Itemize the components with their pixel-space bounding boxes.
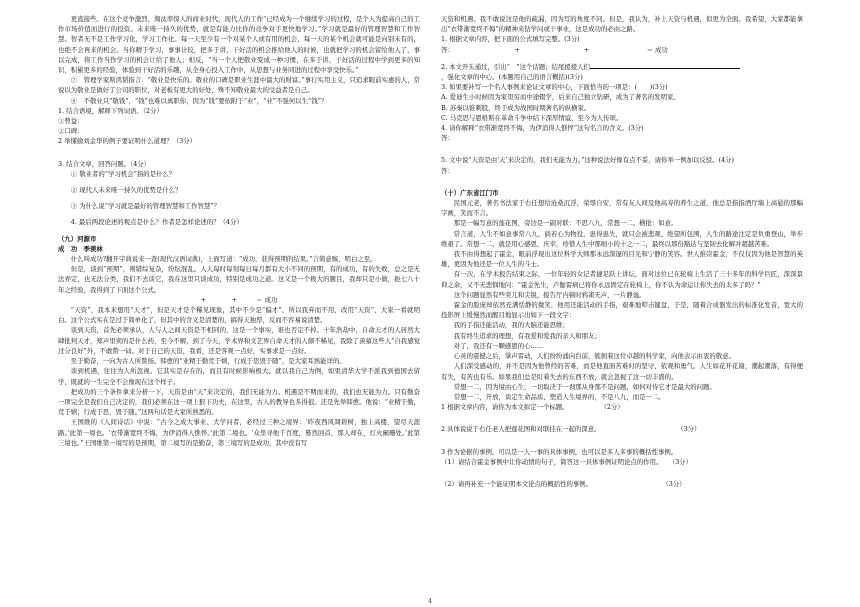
question-item: 答： + + ＝ 成功 [441, 45, 668, 54]
section-heading: （九）河源市 [58, 234, 97, 243]
paragraph: 那是一幅写意的莲花图，旁边是一副对联：不思八九，常想一二。横批：如意。 [453, 219, 678, 228]
paragraph: 谈到天资，首先必须承认，人与人之间天资是不相同的，这是一个事实，谁也否定不掉。十年浩劫中，自命天才的人居然大肆批判天才，郑声里卖的是什么药，至今不解，到了今天，学术界和文艺界自命天才的人颇不稀见，我除了羡慕这些人“自我感觉过分良好”外，不敢赞一词。对于自己的天资，我看，还是客观一点好，实事求是一点好。 [58, 326, 420, 355]
paragraph: 谈到机遇，往往为人所忽视。它其实是存在的，而且有时候影响极大。就以我自己为例，如果清华大学不派我到德国去留学，既就的一生完全不会像现在这个样子。 [58, 367, 420, 386]
question-item: 4. 请你解释“衣带渐宽终不悔，为伊消得人憔悴”这句名言的含义。(3分) [441, 124, 644, 133]
paragraph: 至于勤奋，一向为古人所赞扬。韩愈的“业精于勤荒于嬉，行成于思毁于随”，是大家耳熟能详的。 [70, 357, 346, 366]
paragraph: 有一次，在学术报告结束之际，一位年轻的女记者捷足跃上讲坛，面对这位已在轮椅上生活了三十多年的科学巨匠，深深景仰之余，又不无悲悯地问：“霍金先生，卢伽雷病已将你永远固定在轮椅上，你不认为命运让你失去的太多了吗？” [441, 270, 803, 289]
quote-line: 我的手指还能活动，我的大脑还能思维； [453, 321, 569, 330]
paragraph: 王国维的《人间诗话》中说：“古今之成大事业、大学问者，必经过三种之境界：‘昨夜西风凋碧树，独上高楼，望尽天涯路。’此第一境也。‘衣带渐宽终不悔，为伊消得人憔悴。’此第二境也。‘众里寻他千百度，蓦然回首，那人却在，灯火阑珊处。’此第三境也。”王国维第一境写的是预期，第二境写的是勤奋，第三境写的是成功，其中没有写 [58, 418, 420, 447]
option-item: C. 马克思与恩格斯在革命斗争中结下深厚情谊，至今为人传颂。 [441, 113, 623, 122]
paragraph: “天资”，我本来想用“天才”，但是天才是个稀见现象，其中不少是“偏才”，所以我弃而不用，改用“天资”，大家一看就明白。这个公式实在是过于简单化了，但其中的含义是清楚的，搞得天独厚，反而不容易说清楚。 [58, 306, 420, 325]
article-title: 成 功 季羡林 [58, 244, 103, 253]
left-column [58, 14, 420, 597]
question-item: 3 作为论据的事例，可以是一人一事的具体事例，也可以是多人多事的概括性事例。 [441, 447, 678, 456]
question-item: 3. 如果要补写一个名人事例来论证文章的中心，下面恰当的一项是：( )(3分) [441, 83, 668, 92]
question-item: 4. 最后两段论述的观点是什么？作者是怎样论述的？（4分） [70, 218, 243, 227]
question-item: 1 根据文章内容，请你为本文拟定一个标题。 （2分） [441, 403, 624, 412]
question-item: 1. 根据文章内容，把下面的公式填写完整。(3分) [441, 35, 580, 44]
question-item: ② 现代人未来唯一持久的优势是什么？ [70, 186, 182, 195]
question-item: 5. 文中说“天资是由‘天’来决定的，我们无能为力。”这种说法好像有点不妥，请你举一例加以反驳。(4分) [441, 156, 734, 165]
question-item: ，强化文章的中心。(本题用自己的语言概括)(3分) [441, 73, 583, 82]
paragraph: 常想一二，因为境由心生，一切取决于一刹那从身那不是问题，如何对待它才是最大的问题。 [453, 382, 716, 391]
paragraph: 更直接些。在这个竞争激烈、淘汰率惊人的商业时代，现代人的工作“已经成为一个继续学习的过程，是个人为提高自己的工作市场价值而进行的投资。未来唯一持久的优势，就是有能力比你的竞争对手更快地学习。”学习就是最好的管理智慧和工作智慧。智者无不是工作学习化，学习工作化。每一天至少有一个对某个人或有用的机会，每一天的某个机会就可能是向别未有的，也绝不会再来的机会。当你精于学习，事事计较，把多于讲，干好活的机会推给他人的时候，也就把学习的机会留给他人了，事以完成，将工作当作学习的机会让给了他人；相反，“当一个人把敬业变成一种习惯，在多于讲，干好活的过程中学到更多的知识，积累更多的经验，体验到干好活的乐趣，从全身心投入工作中，从思想与业务同进的过程中享受快乐。” [58, 15, 420, 75]
paragraph: 把成功的三个条件拿来分析一下，天资是由“天”来决定的，我们无能为力。机遇是不期而来的，我们也无能为力。只有勤奋一项完全是我们自己决定的，我们必须在这一项上狠下功夫，在这里，古人的教导也多得很。还是先举韩愈。他说：“业精于勤，荒于嬉；行成于思，毁于随。”这两句话是大家所熟悉的。 [58, 387, 420, 417]
paragraph: 霍金的脸庞却依然充满恬静的微笑，他用还能活动的手指，艰难地叩击键盘，于是，随着合成器发出的标准化发音，宽大的投影屏上缓慢然而醒目地显示出如下一段文字： [441, 301, 803, 320]
paragraph: 常想一二，开放，谈定生命品质、塑造人生境界的，不是八九，而是一二。 [453, 392, 665, 401]
answer-label: 答： [441, 134, 454, 143]
paragraph: ⑧ 不敬业只“敬钱”，“钱”也难以离职你，因为“钱”要依附于“业”，“业”不强何以生“钱”？ [70, 96, 328, 105]
quote-line: 对了，我还有一颗感恩的心…… [453, 341, 544, 350]
paragraph: 心灵的震撼之后，掌声雷动，人们纷纷涌向台前，簇拥着这位卓越的科学家，向他表示由衷的敬意。 [453, 352, 735, 361]
paragraph: 我不由得想起了霍金，眼前浮现出这位科学大师那永远深邃的目光和宁静的笑容。世人推崇霍金，不仅仅因为他是智慧的英雄，更因为他还是一位人生的斗士。 [441, 250, 803, 269]
option-item: A. 爱迪生小时候因为家里穷而中途辍学，后来自己独立钻研，成为了著名的发明家。 [441, 93, 680, 102]
formula-line: + + ＝ 成功 [200, 295, 278, 304]
question-item: （1）请结合霍金事例中让你动情的句子，简答这一具体事例证明论点的作用。 （3分） [441, 457, 692, 466]
paragraph: 但是，谈到“预期”，则错综复杂，纷纭混乱。人人每时每刻每日每月都有大小不同的预期，有的成功，有的失败，总之是无法弄定，也无法分类，我们不去谈它，我在这里只谈成功，特别是成功之道。这又是一个极大的题目，我却只是小做，扼七八十年之经验，我得到了下面这个公式。 [58, 265, 420, 294]
question-item: 2 举懂偷刘金华的例子要证明什么道理？（3分） [58, 137, 196, 146]
question-item: ①曾益： [58, 117, 84, 126]
paragraph: 天资和机遇。我不敢说这是他的疏漏，因为写的角度不同。但是，我认为，补上天资与机遇，似更为全面。我希望，大家都能拿出“衣带渐宽终不悔”的精神来钻学问或干事业，这是成功的必由之路。 [441, 15, 803, 34]
answer-line [590, 61, 740, 69]
paragraph: 人们深受感动的，并不是因为他曾经的苦难，而是他直面苦难时的坚守、依观和勇气。人生如花开花谢，潮起潮落，有得便有失，有苦也有乐。如果我们总是盯着失去的东西不放，就会忽视了这一切丰盛的。 [441, 362, 803, 381]
paragraph: 这个问题显然有些突兀和尖锐，报告厅内顿时鸦雀无声，一片静谧。 [453, 290, 646, 299]
paragraph: 民国元老，著名书法家于右任想给沧桑沉浮，荣辱自安，常有友人间及他高寿的养生之道，他总是指指酒厅墙上高悬的那幅字画，笑而不言。 [441, 199, 803, 218]
page-number: 4 [428, 598, 432, 605]
question-item: 2 具体说说于右任老人把莲花图和对联挂在一起的深意。 （3分） [441, 425, 701, 434]
paragraph: ⑦ 管理学家斯鸿韬指言：“敬业是快乐的。敬业的口碑是职业生涯中最大的财富。”事行实用主义，只追求眼前实惠的人，常说以为敬业是做好了公司的职位，对老板有更大的好处，殊不知敬业最大的受益者是自己。 [58, 76, 420, 95]
question-item: 3. 结合文章，回答问题。（4分） [58, 159, 151, 168]
option-item: B. 苏秦以锥刺股，终于成为战国时期著名的纵横家。 [441, 103, 591, 112]
question-item: （2）请再补充一个能证明本文论点的概括性的事例。 （3分） [441, 479, 686, 488]
question-item: ① 敬业者的“学习机会”指的是什么？ [70, 169, 176, 178]
section-heading: （十）广东省江门市 [441, 188, 499, 197]
question-item: 1. 结合语境，解释下列词语。（2分） [58, 106, 163, 115]
paragraph: 什么叫成功?翻开字典说来一查(现代汉语词典)，上面写道：“成功，获得预期的结果。”言简意赅，明白之至。 [70, 255, 377, 264]
answer-label: 答： [441, 166, 454, 175]
paragraph: 常言道，人生不如意事常八九，倘若心为物役，患得患失，就只会被悲观、绝望所包围，人生的路途注定是负重登山，举步维艰了。常想一二，就是用心感恩，庆幸，珍惜人生中那细小的十之一二，最终以那份豁达与坚韧去化解并超越苦难。 [441, 229, 803, 248]
question-item: ③ 为什么说“学习就是最好的管理智慧和工作智慧”？ [70, 202, 220, 211]
right-column [441, 14, 803, 597]
question-item: 2. 本文开头通过，引出“ ”这个话题；结尾援援人们 [441, 61, 803, 72]
question-item: ②口碑： [58, 127, 84, 136]
quote-line: 我有终生追求的理想，有我爱和爱我的亲人和朋友； [453, 331, 601, 340]
